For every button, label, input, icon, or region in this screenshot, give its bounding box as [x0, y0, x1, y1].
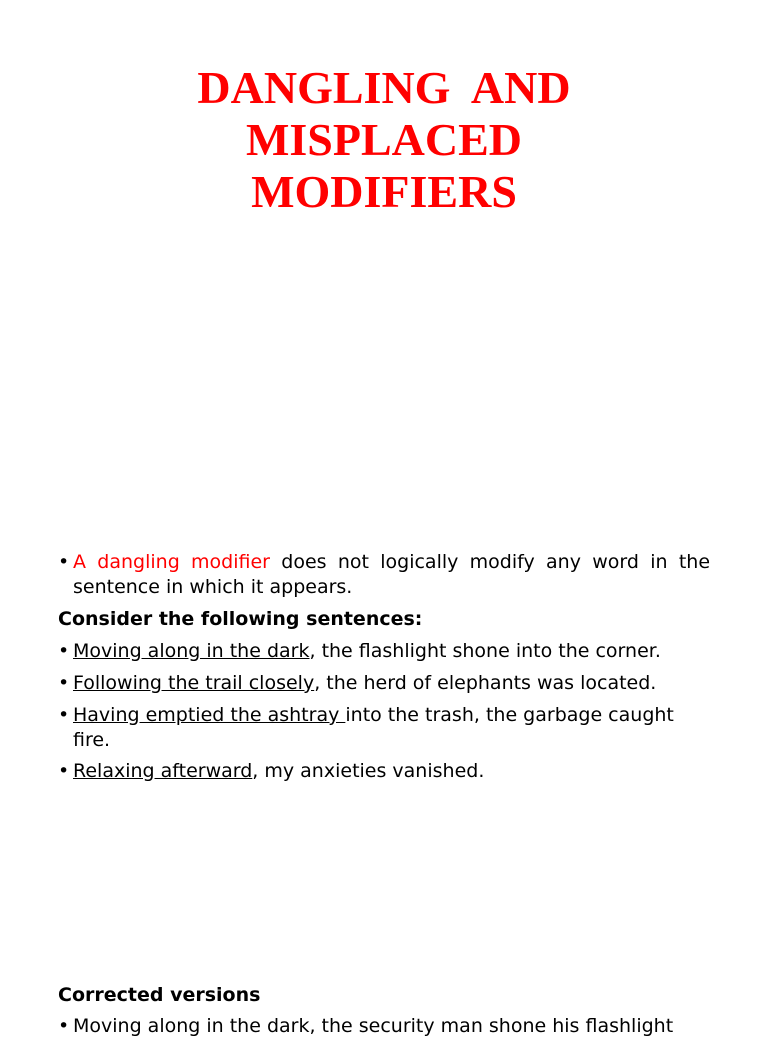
example-rest: , the herd of elephants was located. [314, 672, 657, 694]
example-item [58, 639, 710, 664]
definition-bullet [58, 550, 710, 600]
corrected-heading: Corrected versions [58, 984, 261, 1006]
slide-title [0, 62, 768, 218]
example-modifier: Having emptied the ashtray [73, 704, 346, 726]
bullet-dot: • [58, 551, 70, 573]
slide-title-line-2: MISPLACED [245, 114, 523, 165]
example-rest: into the trash, the garbage caught fire. [73, 704, 674, 751]
bullet-dot: • [58, 1015, 70, 1037]
slide-title-line-3: MODIFIERS [251, 166, 517, 217]
definition-text: does not logically modify any word in the sentence in which it appears. [73, 551, 711, 598]
example-modifier: Following the trail closely [73, 672, 315, 694]
example-item [58, 703, 710, 753]
definition-term: A dangling modifier [73, 551, 270, 573]
example-rest: , my anxieties vanished. [252, 760, 485, 782]
corrected-first-text: Moving along in the dark, the security man shone his flashlight [73, 1015, 674, 1037]
example-item [58, 671, 710, 696]
example-modifier: Moving along in the dark [73, 640, 310, 662]
example-modifier: Relaxing afterward [73, 760, 253, 782]
bullet-dot: • [58, 640, 70, 662]
bullet-dot: • [58, 760, 70, 782]
slide-title-line-1: DANGLING AND [197, 62, 571, 113]
example-item [58, 759, 710, 784]
corrected-first-item-clipped [58, 1014, 710, 1037]
consider-heading: Consider the following sentences: [58, 608, 423, 630]
example-list [58, 639, 710, 784]
bullet-dot: • [58, 672, 70, 694]
example-rest: , the flashlight shone into the corner. [309, 640, 661, 662]
bullet-dot: • [58, 704, 70, 726]
